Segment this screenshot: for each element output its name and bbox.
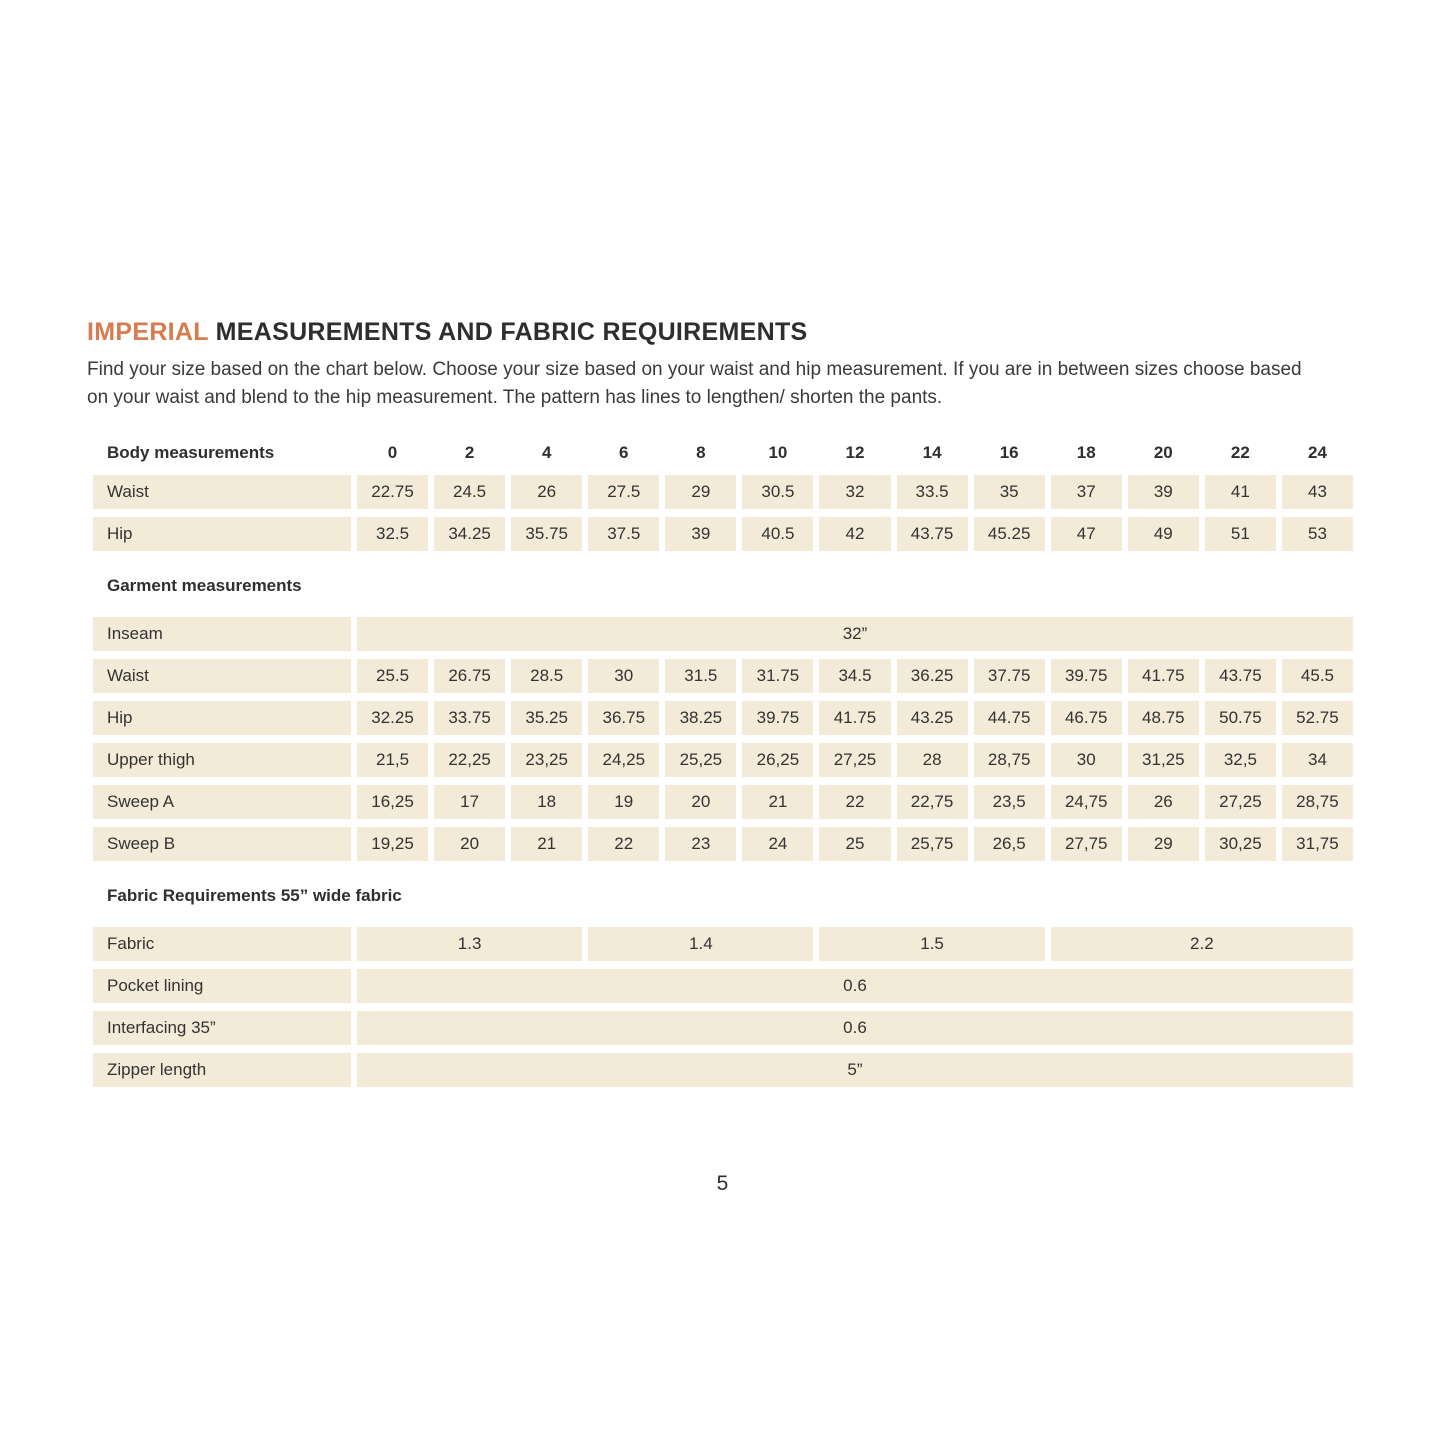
table-cell: 30 [1051, 743, 1122, 777]
row-label-garment-hip: Hip [93, 701, 351, 735]
table-cell: 34.25 [434, 517, 505, 551]
table-cell: 22.75 [357, 475, 428, 509]
row-label-pocket-lining: Pocket lining [93, 969, 351, 1003]
table-cell: 48.75 [1128, 701, 1199, 735]
table-cell: 25,75 [897, 827, 968, 861]
garment-measurements-heading: Garment measurements [107, 576, 302, 596]
table-cell: 31,25 [1128, 743, 1199, 777]
table-cell: 16 [999, 443, 1019, 463]
table-cell: 45.25 [974, 517, 1045, 551]
table-cell: 35 [974, 475, 1045, 509]
table-cell: 52.75 [1282, 701, 1353, 735]
table-cell: 41.75 [1128, 659, 1199, 693]
table-row-interfacing [93, 1011, 1353, 1045]
table-cell: 45.5 [1282, 659, 1353, 693]
table-cell: 0.6 [357, 969, 1353, 1003]
table-cell: 42 [819, 517, 890, 551]
table-cell: 1.5 [819, 927, 1044, 961]
table-cell: 32.25 [357, 701, 428, 735]
table-cell: 24,75 [1051, 785, 1122, 819]
table-cell: 53 [1282, 517, 1353, 551]
table-cell: 43.75 [897, 517, 968, 551]
table-cell: 49 [1128, 517, 1199, 551]
table-cell: 26 [511, 475, 582, 509]
table-cell: 12 [845, 443, 865, 463]
table-cell: 24,25 [588, 743, 659, 777]
row-label-sweep-b: Sweep B [93, 827, 351, 861]
table-cell: 28 [897, 743, 968, 777]
row-label-fabric: Fabric [93, 927, 351, 961]
table-cell: 16,25 [357, 785, 428, 819]
table-cell: 1.3 [357, 927, 582, 961]
table-cell: 23 [665, 827, 736, 861]
table-cell: 27,25 [819, 743, 890, 777]
table-cell: 17 [434, 785, 505, 819]
table-cell: 35.25 [511, 701, 582, 735]
table-cell: 18 [511, 785, 582, 819]
table-cell: 47 [1051, 517, 1122, 551]
table-cell: 4 [541, 443, 552, 463]
page-number: 5 [716, 1172, 729, 1195]
table-cell: 19,25 [357, 827, 428, 861]
table-cell: 24 [1307, 443, 1327, 463]
table-cell: 39.75 [1051, 659, 1122, 693]
body-measurements-header-label: Body measurements [107, 443, 275, 463]
table-cell: 18 [1076, 443, 1096, 463]
table-cell: 22 [1230, 443, 1250, 463]
table-cell: 27,25 [1205, 785, 1276, 819]
table-cell: 23,5 [974, 785, 1045, 819]
intro-text: Find your size based on the chart below. Choose your size based on your waist and hip measurement. If you are in between sizes choose based on your waist and blend to the hip measurement. The pattern has lines to lengthen/ shorten the pants. [87, 359, 1302, 408]
table-cell: 26.75 [434, 659, 505, 693]
table-cell: 36.75 [588, 701, 659, 735]
table-cell: 20 [434, 827, 505, 861]
table-cell: 37.5 [588, 517, 659, 551]
table-cell: 25,25 [665, 743, 736, 777]
row-label-waist: Waist [93, 475, 351, 509]
document-content [87, 318, 1359, 1095]
table-cell: 26,5 [974, 827, 1045, 861]
page-title [87, 318, 1359, 347]
table-row-zipper-length [93, 1053, 1353, 1087]
table-cell: 22,25 [434, 743, 505, 777]
table-cell: 36.25 [897, 659, 968, 693]
table-cell: 33.5 [897, 475, 968, 509]
table-cell: 23,25 [511, 743, 582, 777]
table-cell: 28,75 [974, 743, 1045, 777]
table-cell: 24 [742, 827, 813, 861]
table-row-garment-waist [93, 659, 1353, 693]
table-cell: 29 [665, 475, 736, 509]
table-cell: 31,75 [1282, 827, 1353, 861]
table-cell: 10 [768, 443, 788, 463]
table-cell: 28,75 [1282, 785, 1353, 819]
table-row-upper-thigh [93, 743, 1353, 777]
fabric-requirements-table [93, 927, 1353, 1087]
table-cell: 39 [665, 517, 736, 551]
table-cell: 20 [665, 785, 736, 819]
table-cell: 19 [588, 785, 659, 819]
table-cell: 2 [464, 443, 475, 463]
table-cell: 40.5 [742, 517, 813, 551]
table-cell: 32 [819, 475, 890, 509]
table-cell: 41 [1205, 475, 1276, 509]
table-cell: 26,25 [742, 743, 813, 777]
table-cell: 27,75 [1051, 827, 1122, 861]
table-cell: 32” [357, 617, 1353, 651]
table-cell: 31.75 [742, 659, 813, 693]
table-cell: 41.75 [819, 701, 890, 735]
table-row-sweep-b [93, 827, 1353, 861]
table-row-pocket-lining [93, 969, 1353, 1003]
table-cell: 37 [1051, 475, 1122, 509]
table-cell: 34 [1282, 743, 1353, 777]
table-cell: 34.5 [819, 659, 890, 693]
table-cell: 22,75 [897, 785, 968, 819]
table-cell: 26 [1128, 785, 1199, 819]
table-row-fabric [93, 927, 1353, 961]
table-cell: 51 [1205, 517, 1276, 551]
title-highlight: IMPERIAL [87, 318, 209, 346]
table-cell: 0 [387, 443, 398, 463]
table-cell: 50.75 [1205, 701, 1276, 735]
table-row-sweep-a [93, 785, 1353, 819]
row-label-upper-thigh: Upper thigh [93, 743, 351, 777]
table-cell: 30.5 [742, 475, 813, 509]
table-cell: 22 [819, 785, 890, 819]
table-cell: 24.5 [434, 475, 505, 509]
table-cell: 27.5 [588, 475, 659, 509]
table-row-garment-hip [93, 701, 1353, 735]
table-cell: 21 [511, 827, 582, 861]
table-cell: 35.75 [511, 517, 582, 551]
row-label-inseam: Inseam [93, 617, 351, 651]
table-row-body-hip [93, 517, 1353, 551]
row-label-sweep-a: Sweep A [93, 785, 351, 819]
table-cell: 44.75 [974, 701, 1045, 735]
table-row-inseam [93, 617, 1353, 651]
table-row-body-waist [93, 475, 1353, 509]
table-cell: 32.5 [357, 517, 428, 551]
table-cell: 21,5 [357, 743, 428, 777]
row-label-hip: Hip [93, 517, 351, 551]
size-header-row [93, 436, 1353, 470]
title-rest: MEASUREMENTS AND FABRIC REQUIREMENTS [208, 318, 808, 346]
table-cell: 39.75 [742, 701, 813, 735]
table-cell: 28.5 [511, 659, 582, 693]
table-cell: 39 [1128, 475, 1199, 509]
garment-measurements-table [93, 617, 1353, 861]
table-cell: 20 [1153, 443, 1173, 463]
row-label-interfacing: Interfacing 35” [93, 1011, 351, 1045]
table-cell: 43 [1282, 475, 1353, 509]
table-cell: 0.6 [357, 1011, 1353, 1045]
table-cell: 1.4 [588, 927, 813, 961]
table-cell: 31.5 [665, 659, 736, 693]
table-cell: 14 [922, 443, 942, 463]
table-cell: 21 [742, 785, 813, 819]
table-cell: 43.25 [897, 701, 968, 735]
row-label-garment-waist: Waist [93, 659, 351, 693]
table-cell: 30,25 [1205, 827, 1276, 861]
table-cell: 2.2 [1051, 927, 1353, 961]
table-cell: 38.25 [665, 701, 736, 735]
table-cell: 33.75 [434, 701, 505, 735]
table-cell: 30 [588, 659, 659, 693]
table-cell: 8 [696, 443, 706, 463]
table-cell: 37.75 [974, 659, 1045, 693]
table-cell: 22 [588, 827, 659, 861]
fabric-requirements-heading: Fabric Requirements 55” wide fabric [107, 886, 402, 906]
row-label-zipper-length: Zipper length [93, 1053, 351, 1087]
body-measurements-table [93, 436, 1353, 551]
table-cell: 43.75 [1205, 659, 1276, 693]
table-cell: 5” [357, 1053, 1353, 1087]
table-cell: 32,5 [1205, 743, 1276, 777]
table-cell: 6 [619, 443, 629, 463]
table-cell: 29 [1128, 827, 1199, 861]
table-cell: 25.5 [357, 659, 428, 693]
table-cell: 46.75 [1051, 701, 1122, 735]
table-cell: 25 [819, 827, 890, 861]
